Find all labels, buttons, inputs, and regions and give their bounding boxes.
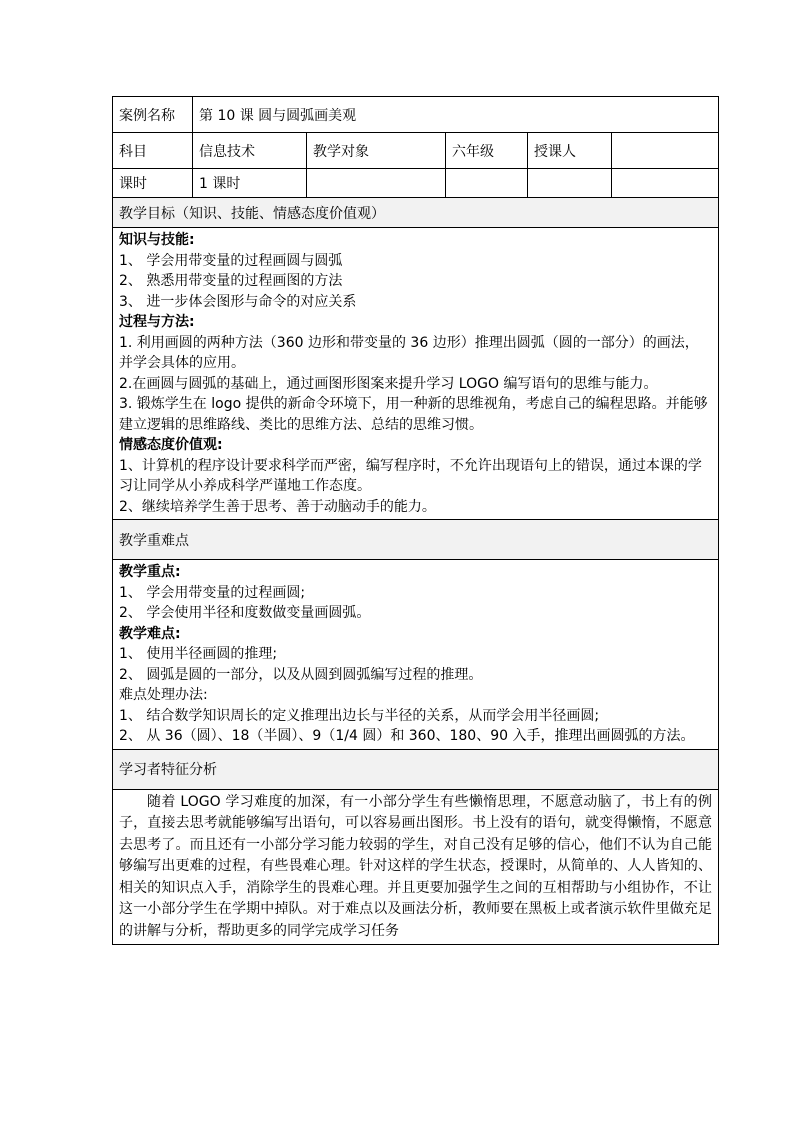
row-case-name <box>113 97 719 133</box>
learner-body <box>113 789 719 945</box>
difficulty-item: 2、 圆弧是圆的一部分，以及从圆到圆弧编写过程的推理。 <box>119 666 483 683</box>
row-objectives-title <box>113 198 719 228</box>
lesson-plan-table <box>112 96 719 945</box>
subject-label: 科目 <box>113 133 193 169</box>
row-learner-body <box>113 789 719 945</box>
knowledge-item: 3、 进一步体会图形与命令的对应关系 <box>119 293 357 310</box>
empty-cell <box>307 169 446 198</box>
empty-cell <box>446 169 528 198</box>
process-item: 3. 锻炼学生在 logo 提供的新命令环境下，用一种新的思维视角，考虑自己的编程思路。并能够建立逻辑的思维路线、类比的思维方法、总结的思维习惯。 <box>119 396 708 433</box>
row-keypoints-title <box>113 520 719 560</box>
knowledge-heading: 知识与技能: <box>119 232 195 248</box>
knowledge-item: 1、 学会用带变量的过程画圆与圆弧 <box>119 252 343 269</box>
process-item: 2.在画圆与圆弧的基础上，通过画图形图案来提升学习 LOGO 编写语句的思维与能力。 <box>119 375 658 392</box>
emotion-item: 2、继续培养学生善于思考、善于动脑动手的能力。 <box>119 498 436 515</box>
focus-heading: 教学重点: <box>119 564 181 580</box>
row-keypoints-body <box>113 560 719 750</box>
learner-title: 学习者特征分析 <box>113 749 719 789</box>
focus-item: 1、 学会用带变量的过程画圆; <box>119 584 306 601</box>
knowledge-item: 2、 熟悉用带变量的过程画图的方法 <box>119 273 343 289</box>
empty-cell <box>528 169 612 198</box>
target-label: 教学对象 <box>307 133 446 169</box>
emotion-heading: 情感态度价值观: <box>119 437 223 453</box>
row-hours <box>113 169 719 198</box>
method-item: 2、 从 36（圆）、18（半圆）、9（1/4 圆）和 360、180、90 入手，推理出画圆弧的方法。 <box>119 728 695 744</box>
row-learner-title <box>113 749 719 789</box>
case-name-label: 案例名称 <box>113 97 193 133</box>
method-item: 1、 结合数学知识周长的定义推理出边长与半径的关系，从而学会用半径画圆; <box>119 707 600 724</box>
process-item: 1. 利用画圆的两种方法（360 边形和带变量的 36 边形）推理出圆弧（圆的一部分）的画法，并学会具体的应用。 <box>119 334 699 371</box>
emotion-item: 1、计算机的程序设计要求科学而严密，编写程序时，不允许出现语句上的错误，通过本课的学习让同学从小养成科学严谨地工作态度。 <box>119 457 702 494</box>
difficulty-heading: 教学难点: <box>119 625 181 642</box>
objectives-title: 教学目标（知识、技能、情感态度价值观） <box>113 198 719 228</box>
teacher-label: 授课人 <box>528 133 612 169</box>
row-objectives-body <box>113 228 719 520</box>
process-heading: 过程与方法: <box>119 314 195 330</box>
target-value: 六年级 <box>446 133 528 169</box>
keypoints-body <box>113 560 719 750</box>
difficulty-item: 1、 使用半径画圆的推理; <box>119 646 278 662</box>
hours-value: 1 课时 <box>193 169 307 198</box>
teacher-value <box>612 133 719 169</box>
subject-value: 信息技术 <box>193 133 307 169</box>
empty-cell <box>612 169 719 198</box>
method-heading: 难点处理办法: <box>119 687 208 703</box>
row-subject <box>113 133 719 169</box>
learner-paragraph: 随着 LOGO 学习难度的加深，有一小部分学生有些懒惰思理，不愿意动脑了，书上有的例子，直接去思考就能够编写出语句，可以容易画出图形。书上没有的语句，就变得懒惰，不愿意去思考了。而且还有一小部分学习能力较弱的学生，对自己没有足够的信心，他们不认为自己能够编写出更难的过程，有些畏难心理。针对这样的学生状态，授课时，从简单的、人人皆知的、相关的知识点入手，消除学生的畏难心理。并且更要加强学生之间的互相帮助与小组协作，不让这一小部分学生在学期中掉队。对于难点以及画法分析，教师要在黑板上或者演示软件里做充足的讲解与分析，帮助更多的同学完成学习任务 <box>119 793 713 939</box>
keypoints-title: 教学重难点 <box>113 520 719 560</box>
focus-item: 2、 学会使用半径和度数做变量画圆弧。 <box>119 605 371 621</box>
case-name-value: 第 10 课 圆与圆弧画美观 <box>193 97 719 133</box>
hours-label: 课时 <box>113 169 193 198</box>
objectives-body <box>113 228 719 520</box>
